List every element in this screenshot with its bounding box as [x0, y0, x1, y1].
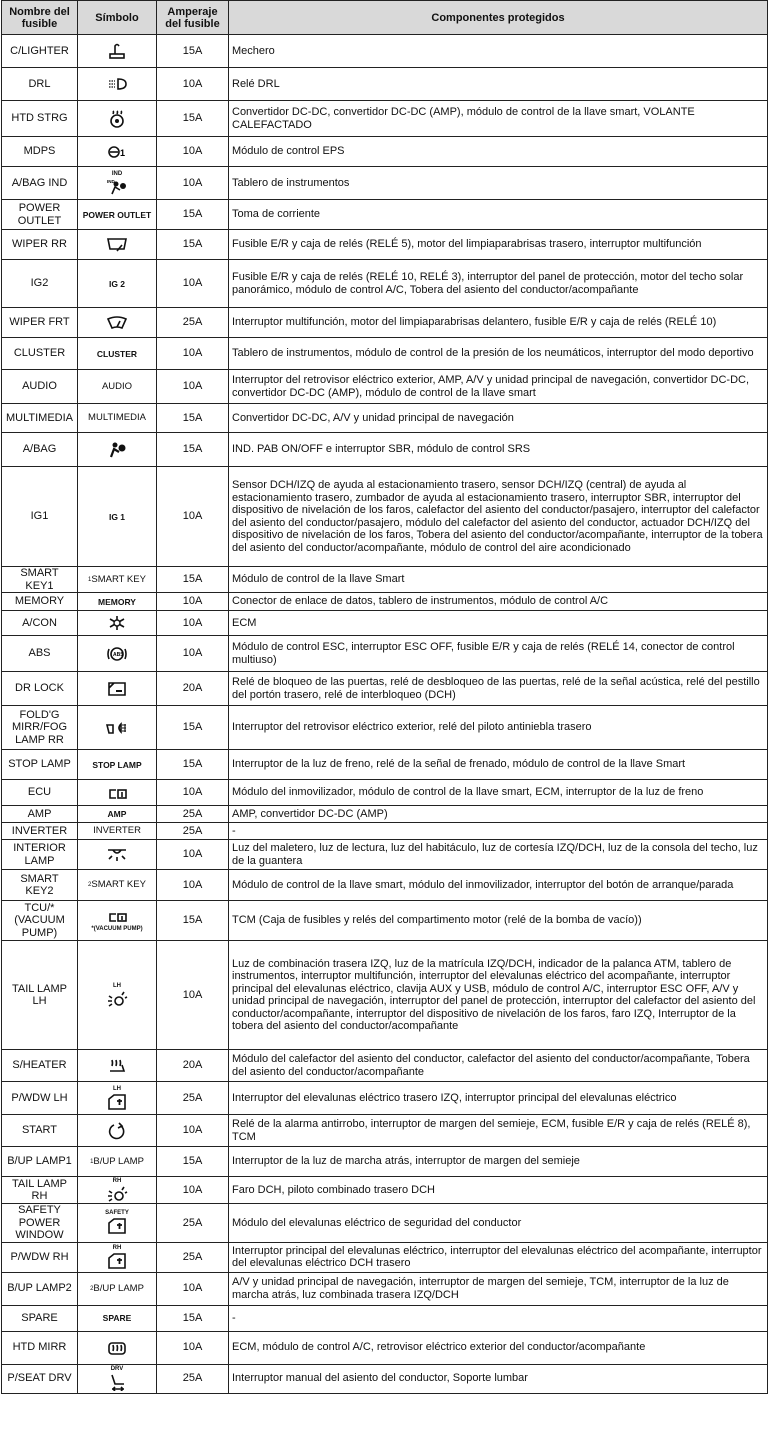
fuse-components: Conector de enlace de datos, tablero de instrumentos, módulo de control A/C — [229, 593, 768, 611]
fuse-components: TCM (Caja de fusibles y relés del compartimento motor (relé de la bomba de vacío)) — [229, 901, 768, 941]
airbag-icon — [106, 441, 128, 459]
fuse-name: STOP LAMP — [2, 750, 78, 780]
fuse-name: SAFETY POWER WINDOW — [2, 1204, 78, 1243]
fuse-symbol — [78, 1115, 157, 1147]
fuse-symbol-label: RH — [112, 1177, 122, 1184]
fuse-name: HTD STRG — [2, 101, 78, 137]
fuse-amperage: 15A — [157, 404, 229, 433]
fuse-components: Interruptor del retrovisor eléctrico exterior, relé del piloto antiniebla trasero — [229, 706, 768, 750]
fuse-amperage: 25A — [157, 308, 229, 338]
fuse-symbol — [78, 636, 157, 672]
fuse-symbol-text: SPARE — [102, 1313, 132, 1323]
fuse-components: Interruptor principal del elevalunas eléctrico, interruptor del elevalunas eléctrico del acompañante, interruptor del elevalunas eléctrico DCH trasero — [229, 1242, 768, 1272]
fuse-amperage: 20A — [157, 1050, 229, 1082]
door-lock-icon — [106, 680, 128, 698]
fuse-row — [2, 1147, 768, 1177]
fuse-name: AMP — [2, 806, 78, 823]
fuse-row — [2, 200, 768, 230]
fuse-symbol-label: LH — [113, 982, 121, 989]
fuse-components: Luz de combinación trasera IZQ, luz de la matrícula IZQ/DCH, indicador de la palanca ATM, tablero de instrumentos, interruptor multifunción, interruptor del elevalunas eléctrico del acompañante, interruptor principal del elevalunas eléctrico, clavija AUX y USB, módulo de control A/C, interruptor ESC OFF, A/V y unidad principal de navegación, interruptor del panel de protección, interruptor del calefactor del asiento del conductor/acompañante, interruptor del dispositivo de nivelación de los faros, faro IZQ, Interruptor de la tobera del asiento del conductor/acompañante — [229, 941, 768, 1050]
fuse-symbol-text: STOP LAMP — [92, 759, 142, 770]
fuse-amperage: 10A — [157, 370, 229, 404]
fuse-symbol-text: AUDIO — [101, 380, 133, 392]
fuse-symbol — [78, 1147, 157, 1177]
fuse-components: Módulo de control de la llave Smart — [229, 567, 768, 593]
fuse-name: SMART KEY1 — [2, 567, 78, 593]
fuse-symbol — [78, 1364, 157, 1393]
fuse-symbol-label: LH — [113, 1085, 121, 1092]
fuse-components: Interruptor de la luz de freno, relé de la señal de frenado, módulo de control de la llave Smart — [229, 750, 768, 780]
abs-icon — [106, 645, 128, 663]
fuse-symbol — [78, 467, 157, 567]
steering-1-icon — [106, 143, 128, 161]
fuse-components: Convertidor DC-DC, convertidor DC-DC (AMP), módulo de control de la llave smart, VOLANTE CALEFACTADO — [229, 101, 768, 137]
fuse-symbol — [78, 230, 157, 260]
fuse-name: TAIL LAMP LH — [2, 941, 78, 1050]
heated-steering-icon — [106, 110, 128, 128]
fuse-symbol — [78, 370, 157, 404]
fuse-symbol — [78, 308, 157, 338]
fuse-row — [2, 840, 768, 870]
fuse-components: - — [229, 1305, 768, 1331]
fuse-name: IG2 — [2, 260, 78, 308]
fuse-name: A/BAG IND — [2, 167, 78, 200]
fuse-row — [2, 1082, 768, 1115]
fuse-name: START — [2, 1115, 78, 1147]
fuse-amperage: 10A — [157, 611, 229, 636]
fuse-symbol — [78, 823, 157, 840]
header-symbol: Símbolo — [78, 1, 157, 35]
fuse-name: MULTIMEDIA — [2, 404, 78, 433]
fuse-name: CLUSTER — [2, 338, 78, 370]
fuse-symbol — [78, 1331, 157, 1364]
fuse-amperage: 15A — [157, 200, 229, 230]
fuse-name: S/HEATER — [2, 1050, 78, 1082]
power-seat-icon — [106, 1373, 128, 1391]
fuse-symbol — [78, 567, 157, 593]
power-window-lh-icon — [106, 1093, 128, 1111]
fuse-components: Convertidor DC-DC, A/V y unidad principal de navegación — [229, 404, 768, 433]
fuse-table-body — [2, 35, 768, 1394]
fuse-name: INVERTER — [2, 823, 78, 840]
fuse-row — [2, 35, 768, 68]
fuse-name: DR LOCK — [2, 672, 78, 706]
drl-light-icon — [106, 75, 128, 93]
fuse-row — [2, 1272, 768, 1305]
fuse-amperage: 15A — [157, 1147, 229, 1177]
fuse-amperage: 15A — [157, 101, 229, 137]
fuse-components: Fusible E/R y caja de relés (RELÉ 10, RELÉ 3), interruptor del panel de protección, motor del techo solar panorámico, módulo de control A/C, Tobera del asiento del conductor/acompañante — [229, 260, 768, 308]
fuse-name: FOLD'G MIRR/FOG LAMP RR — [2, 706, 78, 750]
fuse-row — [2, 1050, 768, 1082]
fuse-symbol-superscript: 2 — [90, 1285, 94, 1292]
fuse-row — [2, 68, 768, 101]
fuse-row — [2, 260, 768, 308]
fuse-row — [2, 750, 768, 780]
fuse-name: POWER OUTLET — [2, 200, 78, 230]
fuse-symbol — [78, 404, 157, 433]
fuse-components: Relé de bloqueo de las puertas, relé de desbloqueo de las puertas, relé de la señal acústica, relé del pestillo del portón trasero, relé de interbloqueo (DCH) — [229, 672, 768, 706]
fuse-row — [2, 672, 768, 706]
fuse-symbol — [78, 200, 157, 230]
fuse-components: Sensor DCH/IZQ de ayuda al estacionamiento trasero, sensor DCH/IZQ (central) de ayuda al estacionamiento trasero, zumbador de ayuda al estacionamiento trasero, interruptor SBR, interruptor del dispositivo de nivelación de los faros, calefactor del asiento del conductor/pasajero, interruptor del calefactor del asiento del conductor/pasajero, módulo del calefactor del asiento del conductor, actuador DCH/IZQ del dispositivo de nivelación de los faros, Tobera del asiento del conductor/acompañante, interruptor de la tobera del asiento del conductor/acompañante, módulo de control del aire acondicionado — [229, 467, 768, 567]
ecu-icon — [106, 784, 128, 802]
rear-wiper-icon — [106, 236, 128, 254]
fuse-components: ECM, módulo de control A/C, retrovisor eléctrico exterior del conductor/acompañante — [229, 1331, 768, 1364]
fuse-name: A/CON — [2, 611, 78, 636]
fuse-amperage: 25A — [157, 1242, 229, 1272]
fuse-row — [2, 137, 768, 167]
fuse-amperage: 10A — [157, 1331, 229, 1364]
fuse-name: B/UP LAMP1 — [2, 1147, 78, 1177]
fuse-name: MEMORY — [2, 593, 78, 611]
fuse-components: Relé DRL — [229, 68, 768, 101]
fuse-name: HTD MIRR — [2, 1331, 78, 1364]
fuse-symbol — [78, 1305, 157, 1331]
interior-lamp-icon — [106, 846, 128, 864]
mirror-fog-icon — [106, 719, 128, 737]
fuse-row — [2, 101, 768, 137]
fuse-symbol-text: INVERTER — [93, 825, 141, 836]
fuse-name: ECU — [2, 780, 78, 806]
fuse-amperage: 10A — [157, 68, 229, 101]
fuse-amperage: 10A — [157, 941, 229, 1050]
fuse-row — [2, 467, 768, 567]
svg-text:IND: IND — [107, 178, 115, 184]
fuse-table — [1, 0, 768, 1394]
fuse-components: Módulo de control de la llave smart, módulo del inmovilizador, interruptor del botón de arranque/parada — [229, 870, 768, 901]
fuse-amperage: 10A — [157, 467, 229, 567]
fuse-amperage: 25A — [157, 1364, 229, 1393]
fuse-row — [2, 1177, 768, 1204]
cigarette-lighter-icon — [106, 42, 128, 60]
fuse-row — [2, 1331, 768, 1364]
fuse-row — [2, 901, 768, 941]
fuse-components: Mechero — [229, 35, 768, 68]
fuse-symbol-label: RH — [112, 1244, 122, 1251]
fuse-row — [2, 308, 768, 338]
fuse-name: ABS — [2, 636, 78, 672]
fuse-row — [2, 1242, 768, 1272]
fuse-components: Interruptor manual del asiento del conductor, Soporte lumbar — [229, 1364, 768, 1393]
fuse-symbol — [78, 338, 157, 370]
fuse-row — [2, 1204, 768, 1243]
fuse-symbol — [78, 1082, 157, 1115]
fuse-components: Interruptor del elevalunas eléctrico trasero IZQ, interruptor principal del elevalunas eléctrico — [229, 1082, 768, 1115]
fuse-name: P/WDW RH — [2, 1242, 78, 1272]
fuse-amperage: 20A — [157, 672, 229, 706]
fuse-components: AMP, convertidor DC-DC (AMP) — [229, 806, 768, 823]
fuse-symbol — [78, 1272, 157, 1305]
fuse-components: IND. PAB ON/OFF e interruptor SBR, módulo de control SRS — [229, 433, 768, 467]
fuse-amperage: 10A — [157, 137, 229, 167]
fuse-row — [2, 1115, 768, 1147]
fuse-symbol-text: SMART KEY — [91, 879, 146, 890]
fuse-amperage: 10A — [157, 1177, 229, 1204]
fuse-symbol — [78, 706, 157, 750]
fuse-amperage: 15A — [157, 567, 229, 593]
svg-text:1: 1 — [120, 147, 126, 158]
fuse-symbol-text: POWER OUTLET — [82, 209, 152, 220]
fuse-symbol-text: IG 2 — [108, 278, 126, 289]
fuse-symbol — [78, 167, 157, 200]
fuse-name: WIPER FRT — [2, 308, 78, 338]
fuse-symbol — [78, 593, 157, 611]
fuse-amperage: 10A — [157, 870, 229, 901]
fuse-components: Relé de la alarma antirrobo, interruptor de margen del semieje, ECM, fusible E/R y caja de relés (RELÉ 8), TCM — [229, 1115, 768, 1147]
fuse-symbol — [78, 137, 157, 167]
fuse-symbol-label: IND — [111, 170, 123, 177]
fuse-symbol — [78, 611, 157, 636]
fuse-components: Interruptor de la luz de marcha atrás, interruptor de margen del semieje — [229, 1147, 768, 1177]
fuse-symbol-superscript: 1 — [90, 1158, 94, 1165]
fuse-amperage: 15A — [157, 750, 229, 780]
fuse-symbol-text: B/UP LAMP — [93, 1155, 144, 1167]
fuse-name: TCU/* (VACUUM PUMP) — [2, 901, 78, 941]
seat-heater-icon — [106, 1057, 128, 1075]
fuse-components: Tablero de instrumentos, módulo de control de la presión de los neumáticos, interruptor del modo deportivo — [229, 338, 768, 370]
fuse-symbol — [78, 941, 157, 1050]
fuse-components: Interruptor multifunción, motor del limpiaparabrisas delantero, fusible E/R y caja de relés (RELÉ 10) — [229, 308, 768, 338]
fuse-symbol — [78, 433, 157, 467]
fuse-row — [2, 567, 768, 593]
fuse-symbol — [78, 750, 157, 780]
fuse-amperage: 10A — [157, 593, 229, 611]
fuse-amperage: 15A — [157, 230, 229, 260]
fuse-amperage: 10A — [157, 338, 229, 370]
fuse-amperage: 25A — [157, 823, 229, 840]
tail-lamp-rh-icon — [106, 1185, 128, 1203]
fuse-amperage: 15A — [157, 706, 229, 750]
fuse-components: Módulo del calefactor del asiento del conductor, calefactor del asiento del conductor/acompañante, Tobera del asiento del conductor/acompañante — [229, 1050, 768, 1082]
fuse-name: WIPER RR — [2, 230, 78, 260]
fuse-amperage: 15A — [157, 35, 229, 68]
fuse-components: ECM — [229, 611, 768, 636]
fuse-name: B/UP LAMP2 — [2, 1272, 78, 1305]
fuse-components: A/V y unidad principal de navegación, interruptor de margen del semieje, TCM, interruptor de la luz de marcha atrás, luz combinada trasera IZQ/DCH — [229, 1272, 768, 1305]
fuse-amperage: 15A — [157, 1305, 229, 1331]
fuse-name: TAIL LAMP RH — [2, 1177, 78, 1204]
fuse-symbol — [78, 870, 157, 901]
fuse-amperage: 10A — [157, 1272, 229, 1305]
fuse-symbol-text: B/UP LAMP — [93, 1282, 144, 1294]
fuse-name: P/SEAT DRV — [2, 1364, 78, 1393]
fuse-row — [2, 806, 768, 823]
fuse-symbol-text: IG 1 — [108, 511, 126, 522]
fuse-symbol-text: AMP — [107, 809, 127, 819]
header-row — [2, 1, 768, 35]
airbag-indicator-icon — [106, 178, 128, 196]
fuse-symbol-superscript: 1 — [88, 576, 92, 583]
fuse-symbol — [78, 840, 157, 870]
fuse-row — [2, 611, 768, 636]
fuse-symbol-text: MULTIMEDIA — [88, 412, 146, 423]
fuse-row — [2, 780, 768, 806]
fuse-symbol — [78, 68, 157, 101]
fuse-components: Faro DCH, piloto combinado trasero DCH — [229, 1177, 768, 1204]
fuse-amperage: 10A — [157, 636, 229, 672]
fuse-amperage: 25A — [157, 806, 229, 823]
fuse-symbol — [78, 1177, 157, 1204]
fuse-row — [2, 1364, 768, 1393]
fuse-symbol — [78, 260, 157, 308]
fuse-amperage: 15A — [157, 433, 229, 467]
fuse-symbol-text: CLUSTER — [96, 348, 138, 359]
fuse-row — [2, 823, 768, 840]
fuse-name: MDPS — [2, 137, 78, 167]
fuse-amperage: 10A — [157, 260, 229, 308]
fuse-symbol — [78, 806, 157, 823]
start-icon — [106, 1122, 128, 1140]
fuse-row — [2, 870, 768, 901]
fuse-amperage: 10A — [157, 780, 229, 806]
fuse-symbol — [78, 901, 157, 941]
fuse-row — [2, 230, 768, 260]
fuse-amperage: 25A — [157, 1204, 229, 1243]
tail-lamp-lh-icon — [106, 990, 128, 1008]
fuse-row — [2, 404, 768, 433]
tcu-icon — [106, 908, 128, 926]
fuse-name: DRL — [2, 68, 78, 101]
fuse-components: Tablero de instrumentos — [229, 167, 768, 200]
fuse-amperage: 25A — [157, 1082, 229, 1115]
fuse-components: - — [229, 823, 768, 840]
fuse-components: Módulo de control ESC, interruptor ESC OFF, fusible E/R y caja de relés (RELÉ 14, conector de control multiuso) — [229, 636, 768, 672]
fuse-components: Fusible E/R y caja de relés (RELÉ 5), motor del limpiaparabrisas trasero, interruptor multifunción — [229, 230, 768, 260]
heated-mirror-icon — [106, 1339, 128, 1357]
fuse-amperage: 10A — [157, 1115, 229, 1147]
fuse-symbol-superscript: 2 — [88, 882, 92, 888]
fuse-components: Módulo de control EPS — [229, 137, 768, 167]
fuse-row — [2, 1305, 768, 1331]
fuse-symbol — [78, 1204, 157, 1243]
fuse-symbol — [78, 101, 157, 137]
fuse-row — [2, 941, 768, 1050]
fuse-row — [2, 706, 768, 750]
fuse-name: A/BAG — [2, 433, 78, 467]
fuse-symbol — [78, 780, 157, 806]
fuse-symbol — [78, 1242, 157, 1272]
fuse-symbol-label: SAFETY — [105, 1210, 129, 1217]
fuse-name: AUDIO — [2, 370, 78, 404]
fuse-symbol-text: SMART KEY — [91, 573, 146, 585]
fuse-row — [2, 370, 768, 404]
fuse-name: SPARE — [2, 1305, 78, 1331]
fuse-name: C/LIGHTER — [2, 35, 78, 68]
fuse-symbol — [78, 672, 157, 706]
fuse-row — [2, 593, 768, 611]
front-wiper-icon — [106, 314, 128, 332]
fuse-symbol-label: *(VACUUM PUMP) — [91, 926, 143, 932]
power-window-rh-icon — [106, 1252, 128, 1270]
fuse-amperage: 15A — [157, 901, 229, 941]
fuse-amperage: 10A — [157, 167, 229, 200]
ac-snowflake-icon — [106, 614, 128, 632]
header-amperage: Amperaje del fusible — [157, 1, 229, 35]
safety-window-icon — [106, 1217, 128, 1235]
fuse-name: P/WDW LH — [2, 1082, 78, 1115]
fuse-name: SMART KEY2 — [2, 870, 78, 901]
fuse-symbol — [78, 35, 157, 68]
fuse-components: Toma de corriente — [229, 200, 768, 230]
fuse-row — [2, 167, 768, 200]
fuse-row — [2, 338, 768, 370]
header-components: Componentes protegidos — [229, 1, 768, 35]
fuse-symbol-text: MEMORY — [98, 596, 136, 607]
fuse-components: Módulo del elevalunas eléctrico de seguridad del conductor — [229, 1204, 768, 1243]
fuse-name: INTERIOR LAMP — [2, 840, 78, 870]
fuse-amperage: 10A — [157, 840, 229, 870]
fuse-components: Luz del maletero, luz de lectura, luz del habitáculo, luz de cortesía IZQ/DCH, luz de la consola del techo, luz de la guantera — [229, 840, 768, 870]
fuse-row — [2, 636, 768, 672]
fuse-components: Interruptor del retrovisor eléctrico exterior, AMP, A/V y unidad principal de navegación, convertidor DC-DC, convertidor DC-DC (AMP), módulo de control de la llave smart — [229, 370, 768, 404]
fuse-components: Módulo del inmovilizador, módulo de control de la llave smart, ECM, interruptor de la luz de freno — [229, 780, 768, 806]
fuse-symbol-label: DRV — [110, 1366, 124, 1372]
fuse-name: IG1 — [2, 467, 78, 567]
fuse-row — [2, 433, 768, 467]
header-name: Nombre del fusible — [2, 1, 78, 35]
fuse-symbol — [78, 1050, 157, 1082]
svg-text:ABS: ABS — [113, 651, 124, 658]
